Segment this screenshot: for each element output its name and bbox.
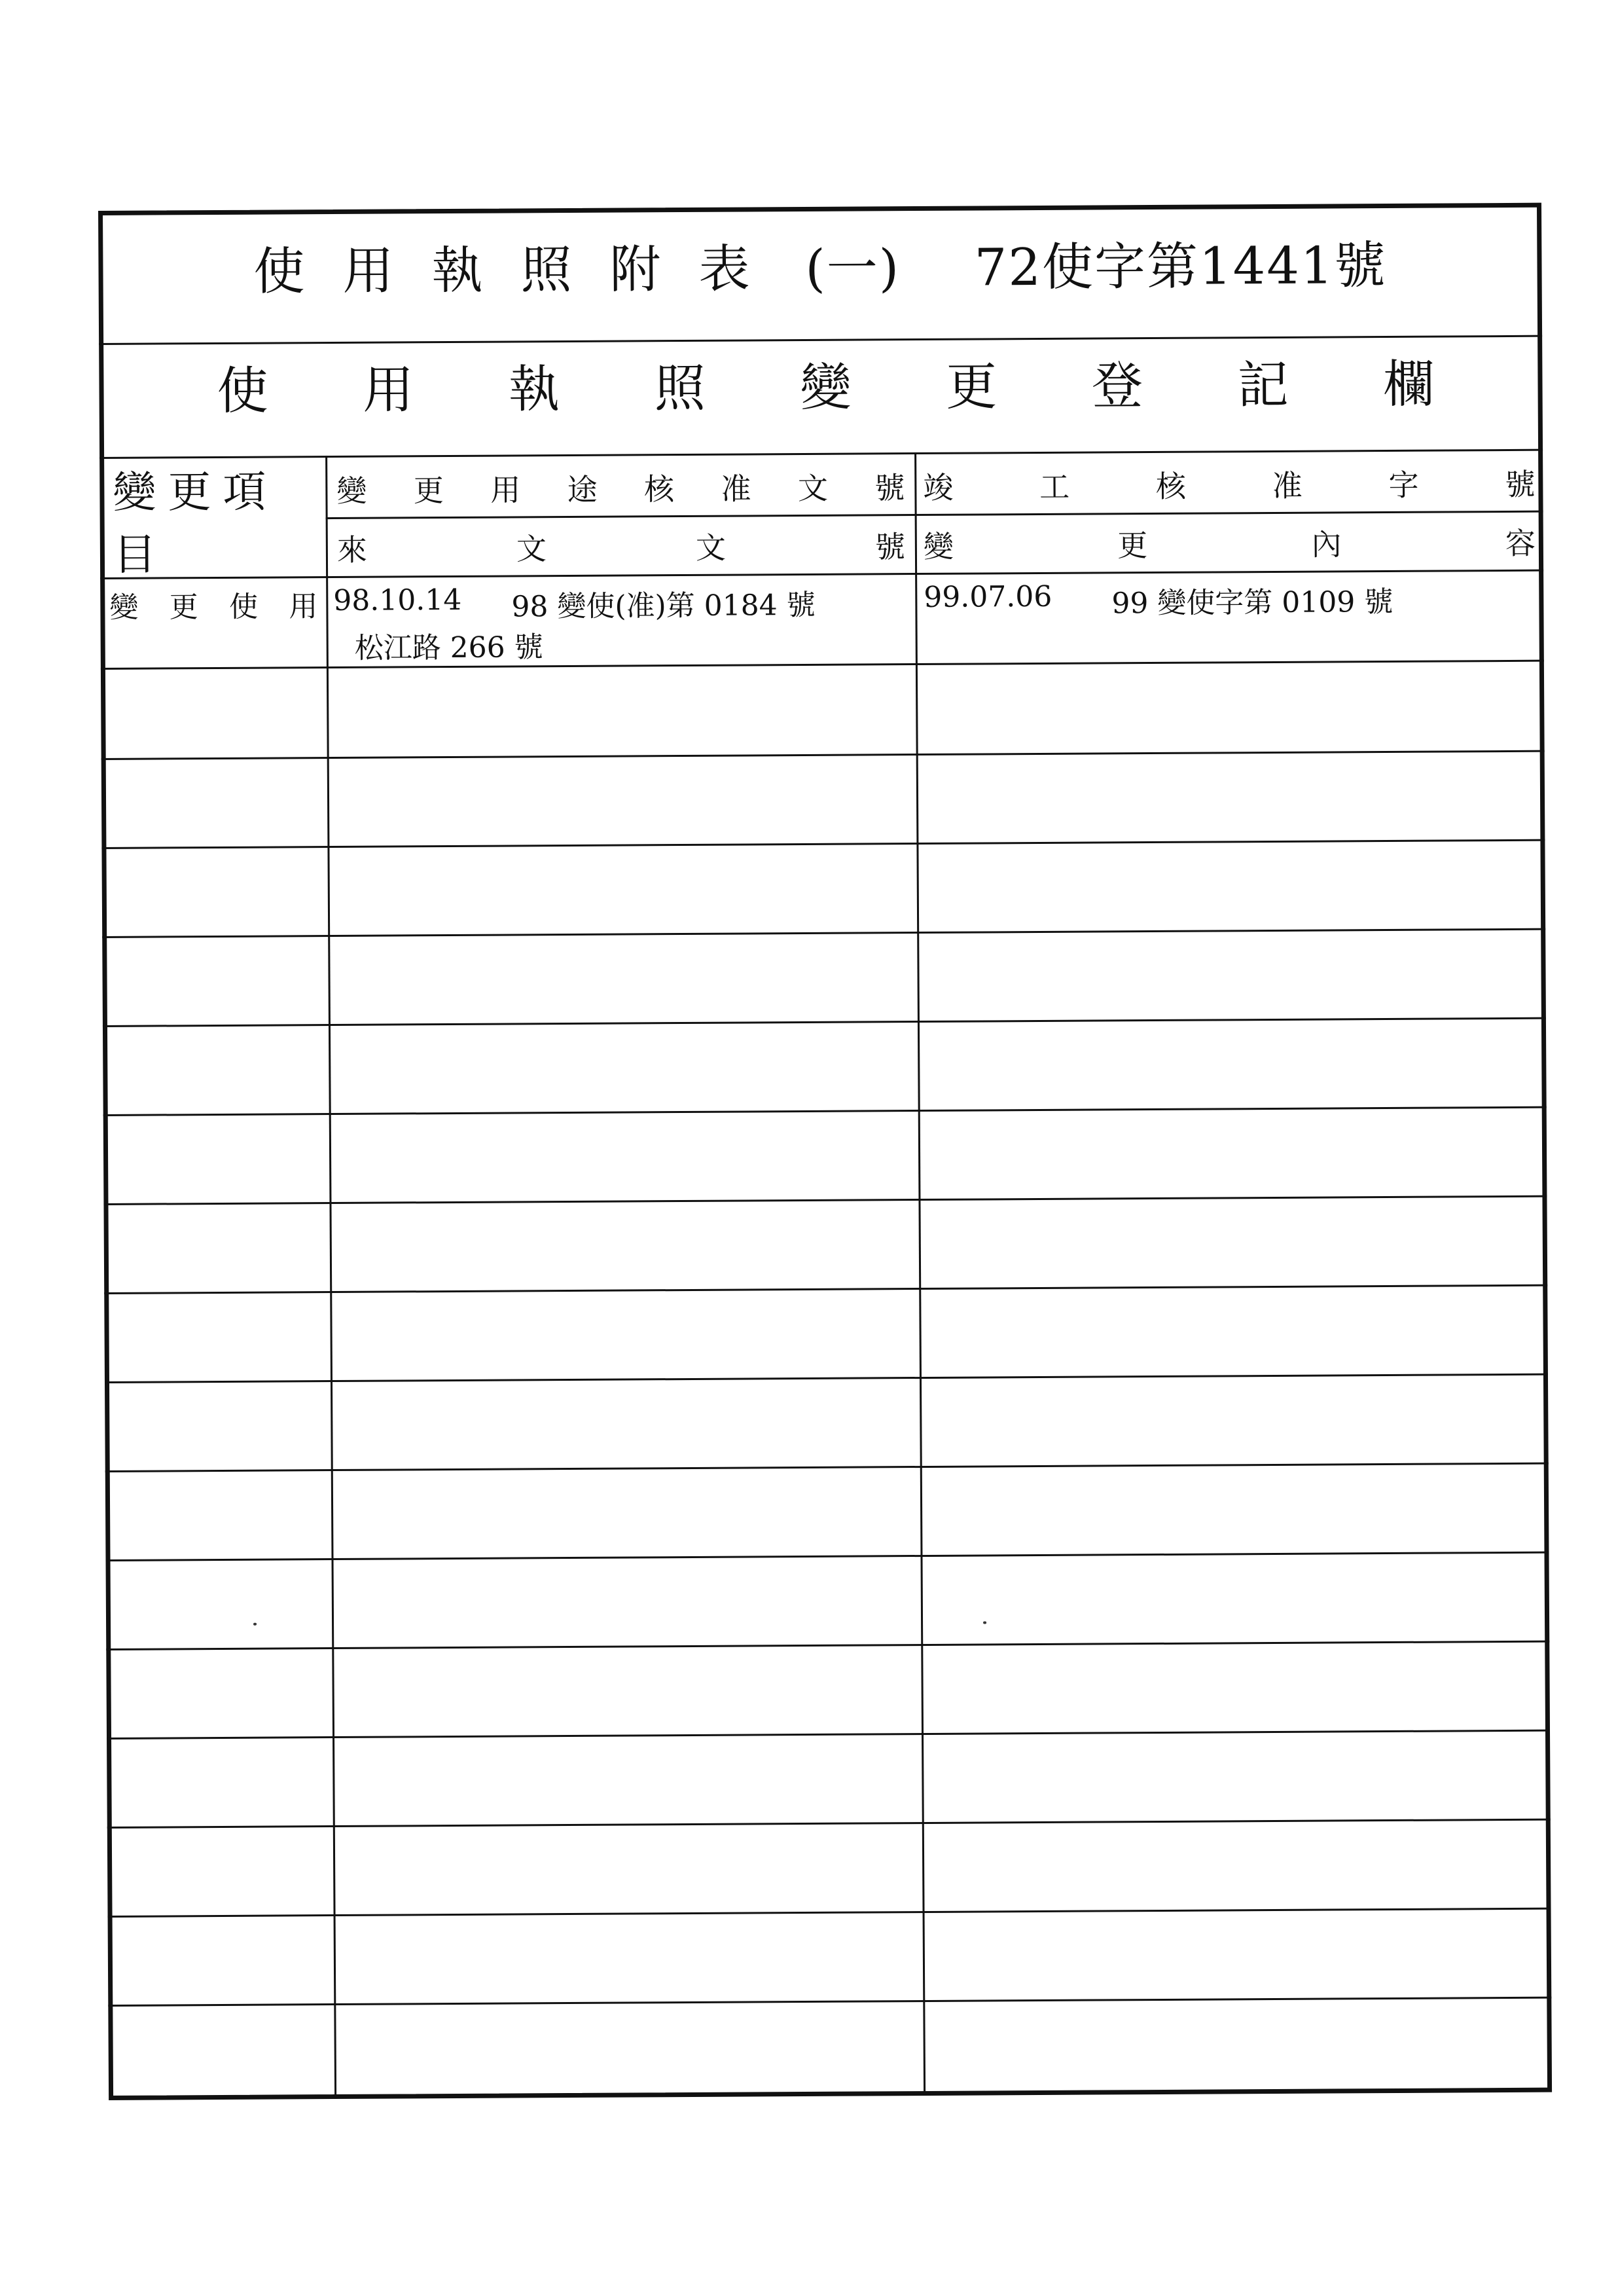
entry-incoming-note: 松江路 266 號 [354, 630, 543, 665]
header-char: 工 [1039, 469, 1070, 505]
entry-completion-date: 99.07.06 [924, 579, 1052, 614]
header-char: 准 [721, 471, 751, 507]
permit-number: 72使字第1441號 [974, 236, 1387, 298]
entry-item-char: 使 [228, 590, 259, 624]
header-char: 文 [516, 531, 547, 567]
header-change-content [924, 517, 1536, 569]
scan-speck [253, 1623, 257, 1626]
entry-change-item [109, 584, 317, 625]
header-approval-doc-no [336, 462, 905, 513]
banner-char: 更 [945, 357, 998, 417]
header-char: 用 [490, 472, 521, 508]
header-char: 號 [874, 470, 905, 506]
header-char: 來 [336, 532, 368, 568]
header-char: 途 [567, 471, 598, 508]
header-char: 更 [413, 473, 444, 509]
form-title [98, 232, 1542, 306]
header-char: 字 [1388, 467, 1419, 503]
form-title-name: 使用執照附表 [253, 240, 788, 302]
header-char: 更 [1117, 528, 1148, 564]
header-char: 核 [643, 471, 675, 507]
scan-speck [983, 1621, 986, 1624]
header-char: 文 [695, 530, 727, 566]
header-change-item-text: 變更項目 [113, 466, 278, 580]
header-completion-no [923, 458, 1535, 510]
header-change-item [113, 466, 312, 580]
header-char: 內 [1311, 526, 1342, 562]
banner-char: 照 [654, 359, 706, 419]
entry-completion-no: 99 變使字第 0109 號 [1111, 585, 1393, 621]
banner-char: 執 [508, 360, 560, 420]
header-incoming-doc-no [337, 520, 905, 572]
header-char: 號 [874, 529, 906, 565]
header-char: 變 [336, 473, 367, 509]
banner-char: 使 [217, 361, 268, 421]
banner-char: 記 [1237, 355, 1289, 416]
entry-approval-no: 98 變使(准)第 0184 號 [511, 588, 816, 624]
header-char: 變 [923, 528, 954, 564]
banner-char: 變 [800, 358, 852, 418]
register-banner [217, 349, 1435, 421]
header-char: 文 [797, 470, 829, 507]
registration-form-sheet [98, 203, 1552, 2100]
banner-char: 用 [363, 361, 414, 420]
banner-char: 欄 [1383, 355, 1435, 415]
header-char: 核 [1155, 468, 1187, 504]
form-title-number: (一) [805, 239, 901, 299]
header-char: 竣 [923, 469, 954, 505]
header-char: 准 [1272, 467, 1303, 503]
entry-approval-date: 98.10.14 [333, 583, 462, 618]
header-char: 容 [1505, 525, 1536, 562]
entry-item-char: 用 [289, 590, 318, 624]
entry-item-char: 變 [109, 591, 139, 625]
banner-char: 登 [1091, 357, 1143, 416]
header-char: 號 [1505, 466, 1536, 503]
entry-item-char: 更 [169, 591, 198, 625]
